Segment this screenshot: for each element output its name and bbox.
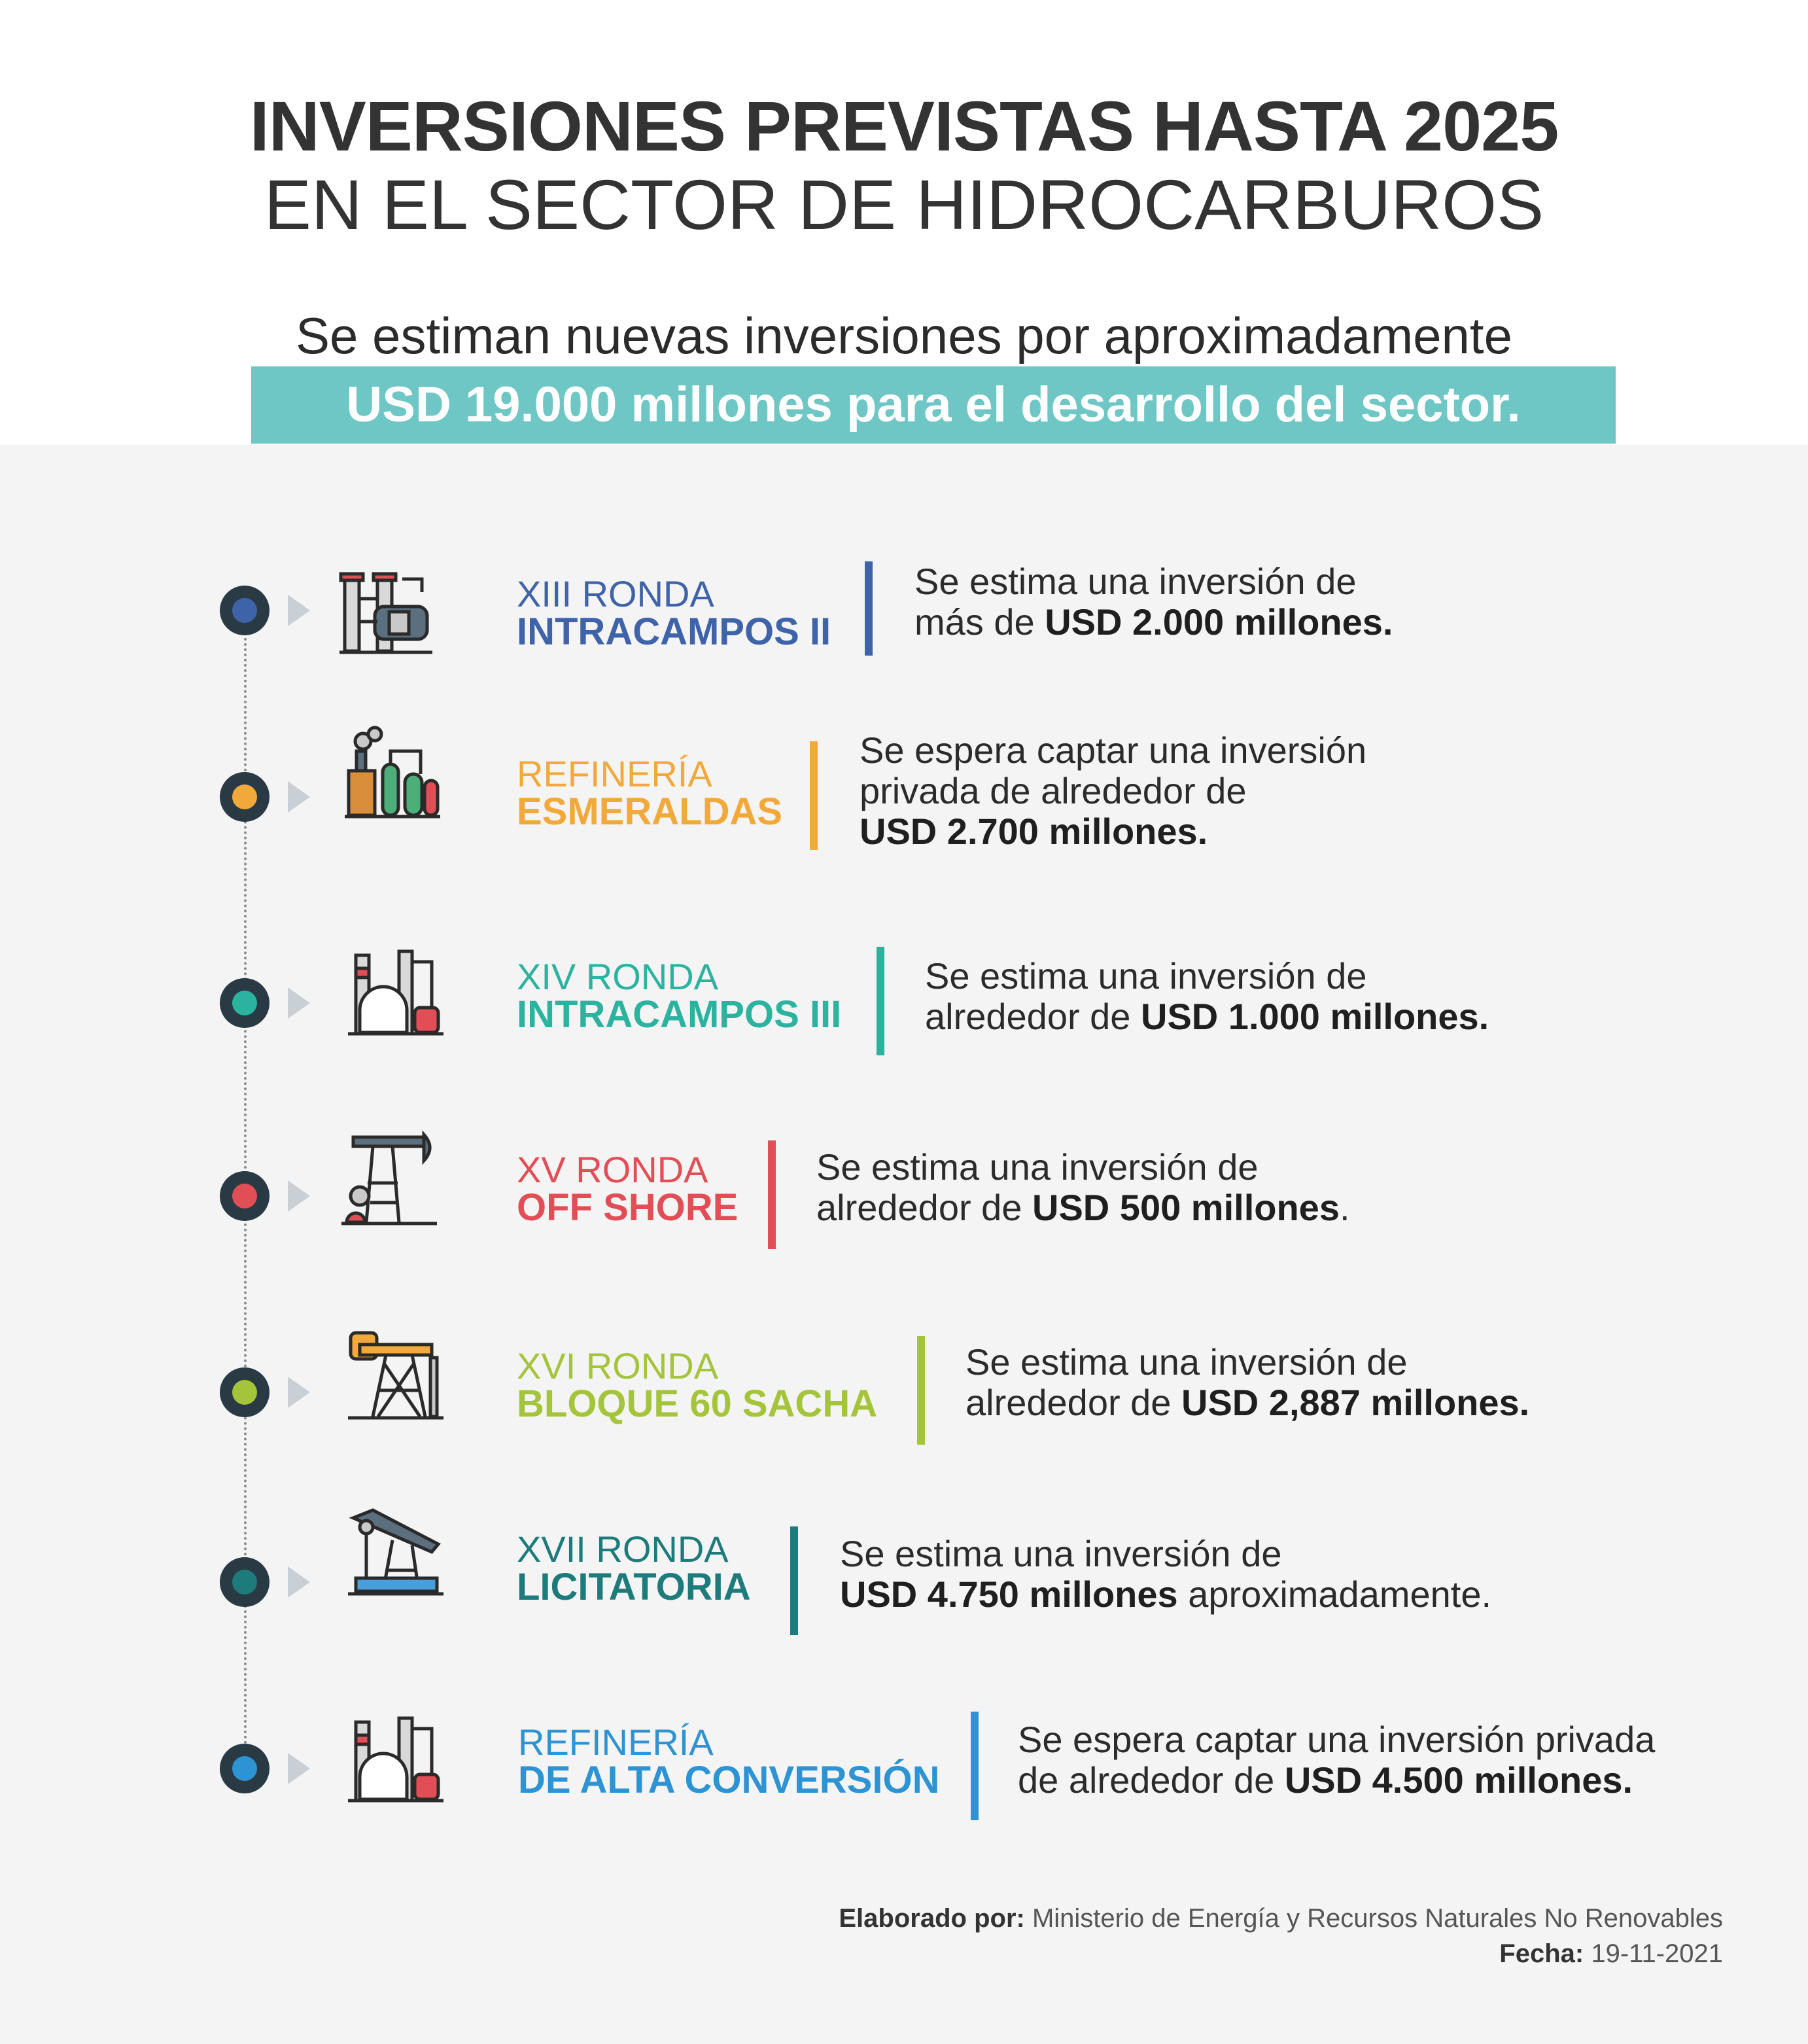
timeline-dot [220, 1171, 269, 1221]
oil-derrick-icon [347, 1325, 445, 1423]
content-panel [0, 445, 1808, 2044]
dot-fill [232, 598, 257, 623]
arrow-icon [288, 595, 310, 626]
desc-text: Se estima una inversión de alrededor de [816, 1146, 1259, 1228]
refinery-pipes-icon [337, 559, 435, 658]
refinery-dome-icon [347, 942, 445, 1040]
page-title: INVERSIONES PREVISTAS HASTA 2025 [249, 86, 1559, 166]
page-title-line2: EN EL SECTOR DE HIDROCARBUROS [264, 165, 1544, 244]
date-label: Fecha: [1499, 1939, 1584, 1968]
item-label-top: XV RONDA [517, 1149, 708, 1190]
desc-amount: USD 500 millones [1032, 1187, 1340, 1228]
oil-pump-icon [347, 1505, 445, 1603]
highlight-band [251, 366, 1616, 444]
date-line [1499, 1939, 1723, 1969]
item-label-main: INTRACAMPOS III [517, 993, 842, 1036]
timeline-dot [220, 1367, 269, 1417]
accent-bar [768, 1140, 776, 1249]
dot-fill [232, 1380, 257, 1405]
item-label-main: LICITATORIA [517, 1566, 751, 1608]
item-description [914, 561, 1393, 643]
highlight-text: USD 19.000 millones para el desarrollo del sector. [346, 377, 1521, 432]
item-label-top: XVII RONDA [517, 1528, 729, 1570]
desc-amount: USD 2,887 millones. [1181, 1382, 1530, 1423]
item-label-main: BLOQUE 60 SACHA [517, 1383, 878, 1425]
arrow-icon [288, 1753, 310, 1784]
desc-text: Se estima una inversión de alrededor de [965, 1341, 1408, 1423]
arrow-icon [288, 1180, 310, 1212]
refinery-tower-icon [347, 1709, 445, 1807]
desc-amount: USD 4.750 millones [840, 1574, 1178, 1615]
timeline-dot [220, 772, 269, 822]
desc-text: Se espera captar una inversión privada de alrededor de [860, 730, 1367, 811]
timeline-dot [220, 1744, 269, 1793]
desc-amount: USD 4.500 millones. [1284, 1759, 1633, 1801]
timeline-dot [220, 586, 269, 635]
accent-bar [790, 1526, 798, 1635]
item-label-top: XVI RONDA [517, 1345, 719, 1386]
item-description [1018, 1719, 1655, 1801]
dot-fill [232, 991, 257, 1015]
item-description [860, 730, 1366, 852]
timeline-dot [220, 978, 269, 1028]
intro-text: Se estiman nuevas inversiones por aproximadamente [295, 307, 1512, 364]
item-label-main: ESMERALDAS [517, 790, 783, 833]
desc-text: Se espera captar una inversión privada de alrededor de [1018, 1719, 1656, 1801]
item-description [925, 956, 1489, 1037]
item-label-top: XIII RONDA [517, 573, 714, 614]
item-description [965, 1342, 1529, 1423]
accent-bar [865, 561, 873, 656]
dot-fill [232, 784, 257, 809]
desc-text: Se estima una inversión de [840, 1533, 1282, 1574]
arrow-icon [288, 1377, 310, 1408]
item-description [816, 1147, 1350, 1228]
desc-amount: USD 2.000 millones. [1045, 601, 1393, 643]
arrow-icon [288, 1566, 310, 1598]
desc-text: Se estima una inversión de alrededor de [925, 955, 1367, 1037]
refinery-smoke-icon [343, 725, 442, 823]
arrow-icon [288, 781, 310, 813]
date-value: 19-11-2021 [1584, 1939, 1723, 1968]
pump-jack-icon [340, 1131, 438, 1229]
desc-tail: . [1339, 1187, 1350, 1228]
item-label-top: REFINERÍA [518, 1721, 714, 1763]
accent-bar [917, 1336, 925, 1445]
item-label-main: INTRACAMPOS II [517, 610, 831, 653]
desc-tail: aproximadamente. [1177, 1574, 1492, 1615]
dot-fill [232, 1184, 257, 1208]
item-label-top: REFINERÍA [517, 753, 712, 794]
accent-bar [810, 741, 818, 850]
dot-fill [232, 1756, 257, 1781]
accent-bar [971, 1712, 979, 1820]
timeline-dot [220, 1557, 269, 1607]
accent-bar [877, 947, 884, 1055]
item-label-main: DE ALTA CONVERSIÓN [518, 1759, 940, 1801]
arrow-icon [288, 987, 310, 1019]
credit-value: Ministerio de Energía y Recursos Naturales No Renovables [1024, 1904, 1723, 1933]
item-label-main: OFF SHORE [517, 1186, 739, 1229]
credit-label: Elaborado por: [839, 1904, 1025, 1933]
desc-text: Se estima una inversión de más de [914, 561, 1357, 643]
dot-fill [232, 1570, 257, 1595]
item-description [840, 1534, 1491, 1615]
desc-amount: USD 2.700 millones. [860, 811, 1208, 852]
desc-amount: USD 1.000 millones. [1141, 996, 1489, 1037]
credit-line [839, 1904, 1723, 1933]
item-label-top: XIV RONDA [517, 956, 719, 997]
